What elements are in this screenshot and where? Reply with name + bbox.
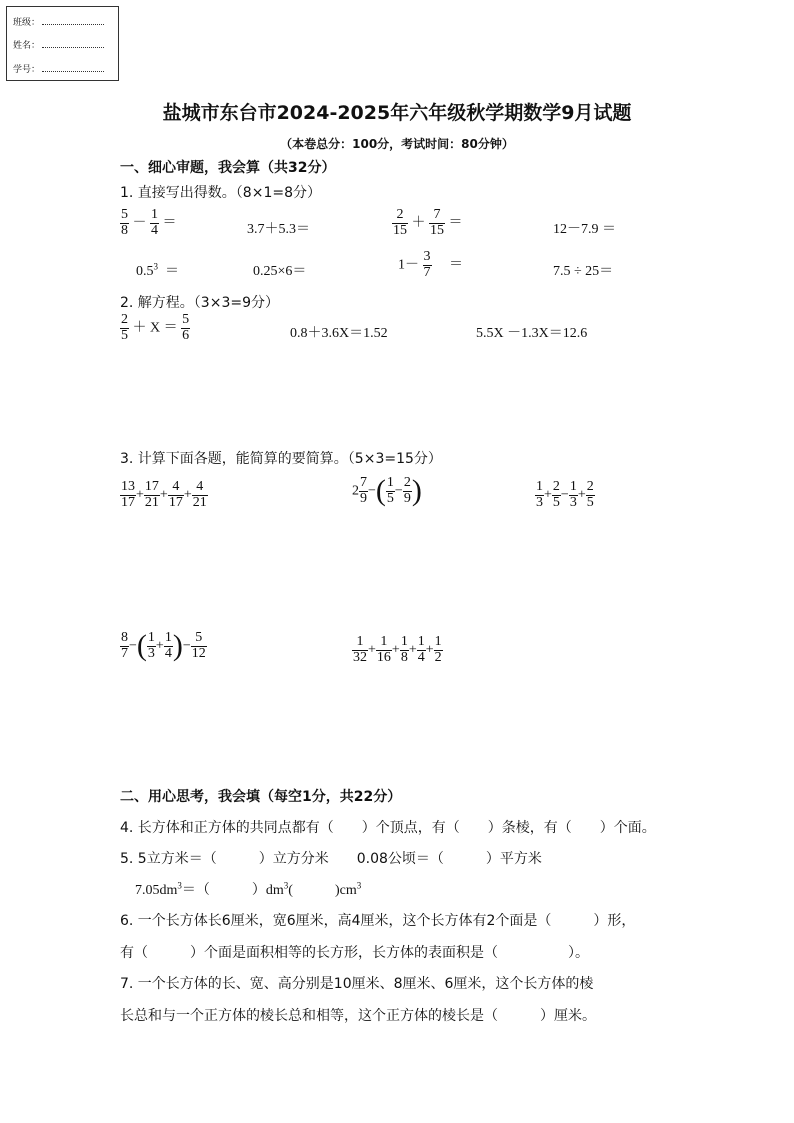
q1-prompt: 1. 直接写出得数。（8×1=8分）: [120, 185, 321, 201]
class-blank[interactable]: [42, 15, 104, 25]
q3-expr-1: $\frac{13}{17}$ + $\frac{17}{21}$ + $\frac{4}{17}$ + $\frac{4}{21}$: [121, 479, 207, 510]
name-row: [13, 38, 104, 51]
q1-expr-4: 12－7.9 ＝: [553, 222, 616, 237]
q1-expr-8: 7.5 ÷ 25＝: [553, 264, 614, 279]
q5-line-1: 5. 5立方米＝（ ）立方分米 0.08公顷＝（ ）平方米: [120, 851, 542, 867]
page-subtitle: （本卷总分：100分，考试时间：80分钟）: [280, 137, 514, 151]
q1-expr-6: 0.25×6＝: [253, 264, 307, 279]
id-blank[interactable]: [42, 62, 104, 72]
q3-expr-5: $\frac{1}{32}$ + $\frac{1}{16}$ + $\frac{1}{8}$ + $\frac{1}{4}$ + $\frac{1}{2}$: [353, 634, 442, 665]
section1-heading: 一、细心审题，我会算（共32分）: [120, 160, 336, 176]
class-label: 班级：: [13, 18, 41, 28]
q2-prompt: 2. 解方程。（3×3=9分）: [120, 295, 279, 311]
student-info-box: [6, 6, 119, 81]
q2-expr-3: 5.5X －1.3X＝12.6: [476, 326, 588, 341]
q2-expr-1: $\frac{2}{5}$ ＋ X ＝ $\frac{5}{6}$: [121, 312, 190, 343]
q1-expr-7: 1－ $\frac{3}{7}$ ＝: [398, 249, 463, 280]
q7-line-2: 长总和与一个正方体的棱长总和相等，这个正方体的棱长是（ ）厘米。: [120, 1008, 596, 1024]
q6-line-2: 有（ ）个面是面积相等的长方形，长方体的表面积是（ ）。: [120, 945, 589, 961]
q5-line-2: $7.05dm^3=$（ ）$dm^3$( )$cm^3$: [135, 880, 362, 898]
id-row: [13, 62, 104, 75]
page-title: 盐城市东台市2024-2025年六年级秋学期数学9月试题: [162, 102, 632, 124]
q1-expr-3: $\frac{2}{15}$ ＋ $\frac{7}{15}$ ＝: [393, 207, 463, 238]
q3-prompt: 3. 计算下面各题，能简算的要简算。（5×3=15分）: [120, 451, 442, 467]
q3-expr-3: $\frac{1}{3}$ + $\frac{2}{5}$ − $\frac{1}{3}$ + $\frac{2}{5}$: [536, 479, 594, 510]
id-label: 学号：: [13, 65, 41, 75]
name-label: 姓名：: [13, 41, 41, 51]
q7-line-1: 7. 一个长方体的长、宽、高分别是10厘米、8厘米、6厘米，这个长方体的棱: [120, 976, 594, 992]
q1-expr-5: $0.5^3$ ＝: [136, 261, 179, 279]
q3-expr-4: $\frac{8}{7}$ −( $\frac{1}{3}$ + $\frac{1}{4}$ )− $\frac{5}{12}$: [121, 629, 206, 663]
q4-text: 4. 长方体和正方体的共同点都有（ ）个顶点，有（ ）条棱，有（ ）个面。: [120, 820, 656, 836]
q1-expr-1: $\frac{5}{8}$ － $\frac{1}{4}$ ＝: [121, 207, 177, 238]
q3-expr-2: 2 $\frac{7}{9}$ −( $\frac{1}{5}$ − $\frac{2}{9}$ ): [352, 474, 422, 508]
class-row: [13, 15, 104, 28]
q2-expr-2: 0.8＋3.6X＝1.52: [290, 326, 388, 341]
q1-expr-2: 3.7＋5.3＝: [247, 222, 310, 237]
q6-line-1: 6. 一个长方体长6厘米，宽6厘米，高4厘米，这个长方体有2个面是（ ）形，: [120, 913, 636, 929]
name-blank[interactable]: [42, 38, 104, 48]
section2-heading: 二、用心思考，我会填（每空1分，共22分）: [120, 789, 402, 805]
